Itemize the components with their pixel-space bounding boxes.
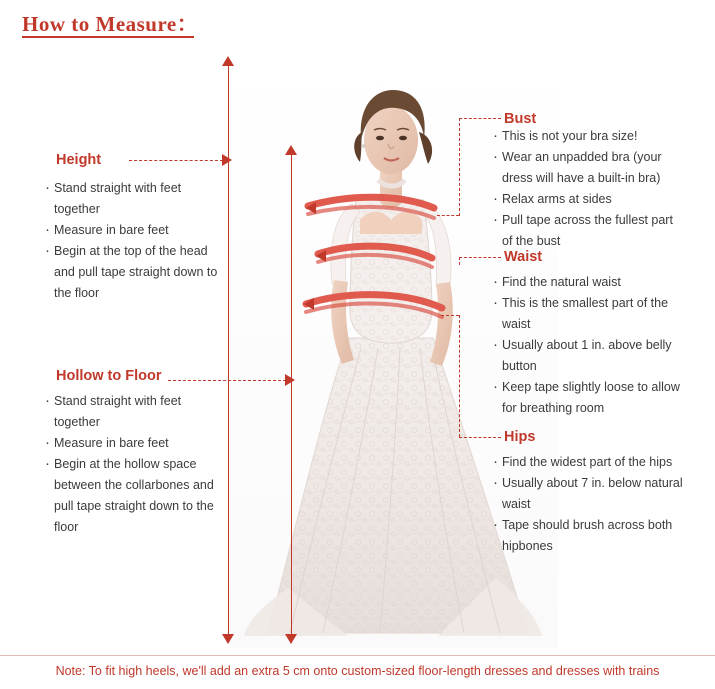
hips-tape-arrow — [304, 298, 314, 310]
waist-connector-top — [459, 257, 501, 258]
waist-connector-vertical — [459, 257, 460, 265]
height-leader-arrow — [222, 154, 232, 166]
section-heading-bust: Bust — [504, 111, 537, 127]
list-item: · Measure in bare feet — [45, 433, 230, 454]
list-item: · This is not your bra size! — [493, 126, 681, 147]
hips-tape-line — [300, 288, 448, 324]
height-leader-line — [129, 160, 228, 161]
bust-tape-arrow — [306, 202, 316, 214]
section-list-hollow-to-floor — [45, 391, 230, 538]
list-item: · Tape should brush across both hipbones — [493, 515, 683, 557]
hips-connector-vertical — [459, 315, 460, 437]
hips-connector-top — [441, 315, 459, 316]
list-item: · Stand straight with feet together — [45, 391, 230, 433]
list-item: · Usually about 1 in. above belly button — [493, 335, 688, 377]
hollow-arrow-top — [285, 145, 297, 155]
list-item: · Keep tape slightly loose to allow for breathing room — [493, 377, 688, 419]
hips-connector-bottom — [459, 437, 501, 438]
section-heading-waist: Waist — [504, 249, 543, 265]
hollow-arrow-bottom — [285, 634, 297, 644]
bust-connector-vertical — [459, 118, 460, 216]
list-item: · Find the natural waist — [493, 272, 688, 293]
section-heading-hollow-to-floor: Hollow to Floor — [56, 368, 162, 384]
section-list-height — [45, 178, 225, 304]
title-underline — [22, 36, 194, 38]
footer-note: Note: To fit high heels, we'll add an extra 5 cm onto custom-sized floor-length dresses and dresses with trains — [55, 664, 660, 678]
section-list-hips — [493, 452, 683, 557]
bust-connector-top — [459, 118, 501, 119]
section-heading-height: Height — [56, 152, 102, 168]
section-heading-hips: Hips — [504, 429, 536, 445]
hollow-leader-arrow — [285, 374, 295, 386]
waist-tape-arrow — [316, 250, 326, 262]
list-item: · Measure in bare feet — [45, 220, 225, 241]
list-item: · Usually about 7 in. below natural waist — [493, 473, 683, 515]
bust-connector-bottom — [437, 215, 459, 216]
list-item: · Relax arms at sides — [493, 189, 681, 210]
list-item: · Begin at the top of the head and pull tape straight down to the floor — [45, 241, 225, 304]
list-item: · Wear an unpadded bra (your dress will have a built-in bra) — [493, 147, 681, 189]
section-list-bust — [493, 126, 681, 252]
height-measure-line — [228, 66, 229, 642]
section-list-waist — [493, 272, 688, 419]
note-divider — [0, 655, 715, 656]
page-title: How to Measure： — [22, 12, 199, 36]
list-item: · Begin at the hollow space between the collarbones and pull tape straight down to the floor — [45, 454, 230, 538]
waist-tape-line — [312, 240, 438, 274]
hollow-leader-line — [168, 380, 291, 381]
hollow-to-floor-measure-line — [291, 155, 292, 642]
height-arrow-bottom — [222, 634, 234, 644]
list-item: · This is the smallest part of the waist — [493, 293, 688, 335]
list-item: · Find the widest part of the hips — [493, 452, 683, 473]
list-item: · Stand straight with feet together — [45, 178, 225, 220]
height-arrow-top — [222, 56, 234, 66]
list-item: · Pull tape across the fullest part of the bust — [493, 210, 681, 252]
bust-tape-line — [300, 192, 440, 226]
